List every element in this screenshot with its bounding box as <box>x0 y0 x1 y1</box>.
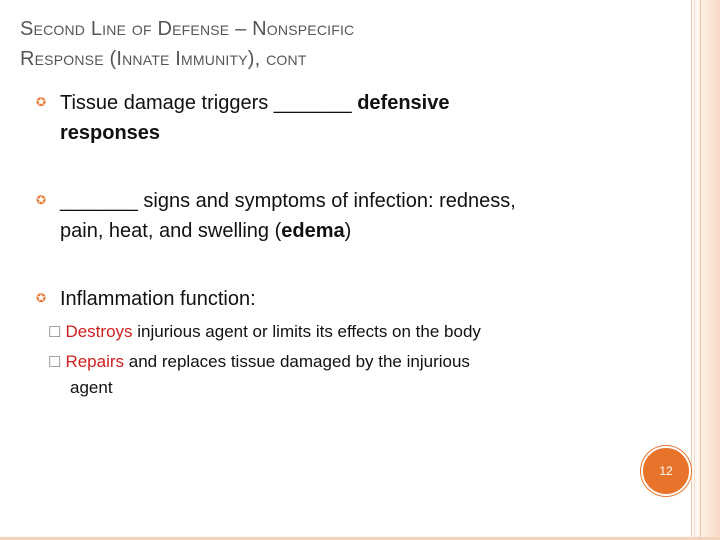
bullet-text-part: pain, heat, and swelling ( <box>60 220 282 242</box>
page-number-badge: 12 <box>641 446 691 496</box>
sub-bullet-highlight: Destroys <box>65 322 133 341</box>
bullet-text <box>60 88 620 148</box>
title-line-2: Response (Innate Immunity), cont <box>20 48 307 70</box>
bullet-text-part: Tissue damage triggers _______ <box>60 92 358 114</box>
bullet-text-bold: responses <box>60 122 161 144</box>
checkbox-icon: ☐ <box>48 324 62 341</box>
border-line <box>694 0 695 540</box>
bullet-icon: ✪ <box>36 291 47 305</box>
bullet-icon: ✪ <box>36 193 47 207</box>
bullet-text-part: ) <box>344 220 352 242</box>
sub-bullet-text: injurious agent or limits its effects on the body <box>132 322 481 341</box>
bullet-text-bold: defensive <box>357 92 450 114</box>
slide-title <box>20 14 620 74</box>
sub-bullet-highlight: Repairs <box>65 352 125 371</box>
sub-bullet-item <box>48 319 608 345</box>
bullet-text: Inflammation function: <box>60 288 256 310</box>
sub-bullet-continuation: agent <box>70 378 113 397</box>
checkbox-icon: ☐ <box>48 354 62 371</box>
border-line <box>700 0 701 540</box>
bullet-icon: ✪ <box>36 95 47 109</box>
bullet-text-part: _______ signs and symptoms of infection: redness, <box>60 190 516 212</box>
sub-bullet-text: and replaces tissue damaged by the injurious <box>124 352 470 371</box>
bullet-text-bold: edema <box>281 220 345 242</box>
sub-bullet-item <box>48 349 608 400</box>
title-line-1: Second Line of Defense – Nonspecific <box>20 18 355 40</box>
border-line <box>691 0 692 540</box>
bullet-text <box>60 186 620 246</box>
